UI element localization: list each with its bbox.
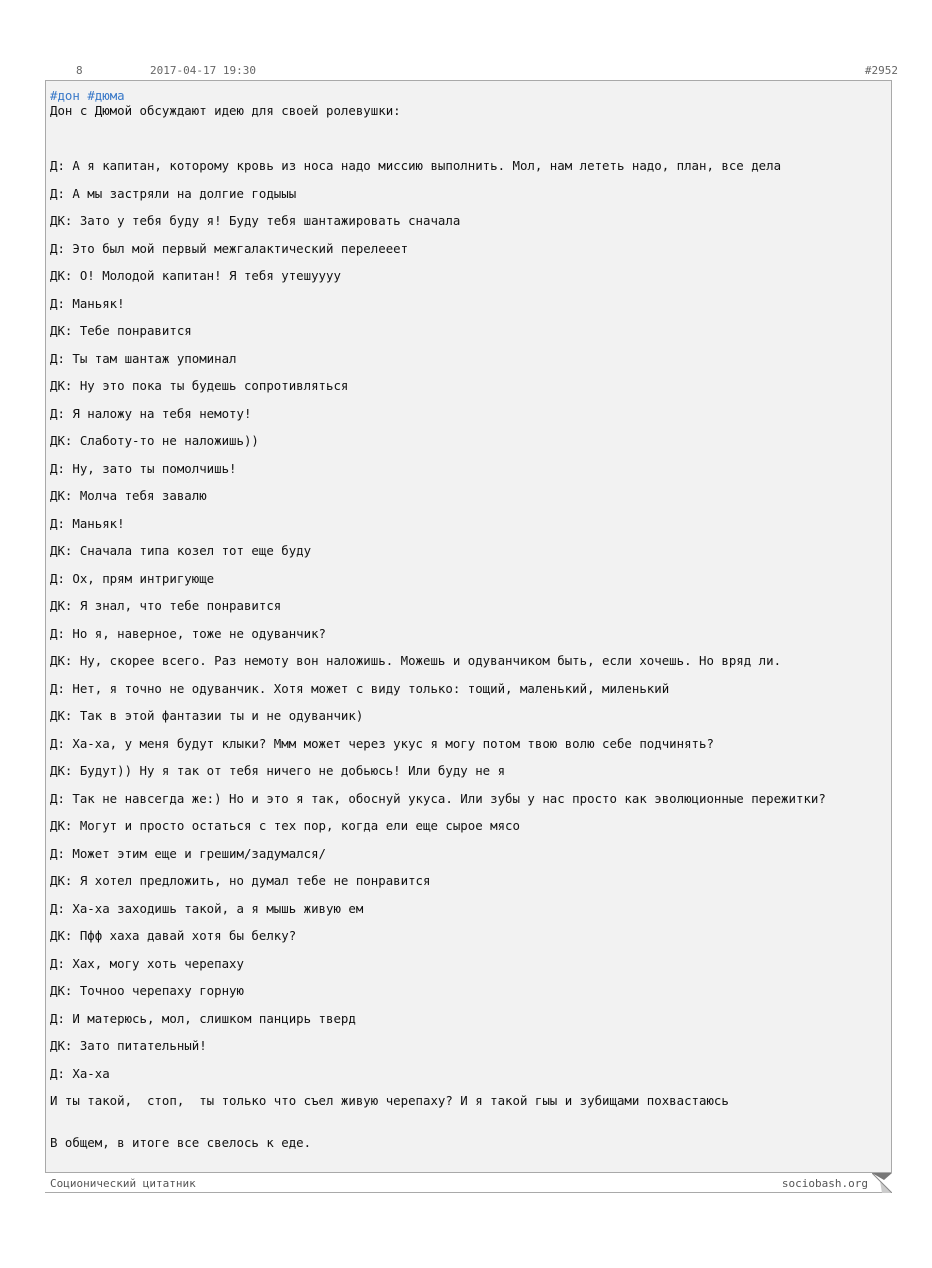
tag-link[interactable]: #дюма bbox=[87, 88, 125, 103]
dialogue-line: Д: Ты там шантаж упоминал bbox=[50, 350, 237, 366]
quote-rating: 8 bbox=[76, 64, 83, 77]
dialogue-line: ДК: О! Молодой капитан! Я тебя утешуууу bbox=[50, 268, 341, 283]
quote-outro: В общем, в итоге все свелось к еде. bbox=[50, 1134, 312, 1150]
blank-line bbox=[50, 118, 887, 159]
dialogue-line: ДК: Зато питательный! bbox=[50, 1038, 207, 1053]
dialogue-line: Д: Ха-ха заходишь такой, а я мышь живую ем bbox=[50, 900, 364, 916]
dialogue-line: ДК: Могут и просто остаться с тех пор, когда ели еще сырое мясо bbox=[50, 818, 520, 833]
quote-intro: Дон с Дюмой обсуждают идею для своей ролевушки: bbox=[50, 103, 401, 118]
dialogue-line: Д: Ну, зато ты помолчишь! bbox=[50, 460, 237, 476]
dialogue-line: Д: А я капитан, которому кровь из носа надо миссию выполнить. Мол, нам лететь надо, план, все дела bbox=[50, 158, 782, 173]
blank-line bbox=[50, 1122, 887, 1136]
dialogue-line: Д: Ха-ха, у меня будут клыки? Ммм может через укус я могу потом твою волю себе подчинять? bbox=[50, 735, 714, 751]
dialogue-line: ДК: Ну, скорее всего. Раз немоту вон наложишь. Можешь и одуванчиком быть, если хочешь. Но вряд ли. bbox=[50, 653, 782, 668]
dialogue-line: Д: Так не навсегда же:) Но и это я так, обоснуй укуса. Или зубы у нас просто как эволюционные пережитки? bbox=[50, 790, 826, 806]
site-url: sociobash.org bbox=[781, 1177, 868, 1190]
quote-tags bbox=[50, 89, 887, 104]
dialogue-line: Д: Я наложу на тебя немоту! bbox=[50, 405, 252, 421]
dialogue-line: Д: Хах, могу хоть черепаху bbox=[50, 955, 244, 971]
dialogue-line: ДК: Будут)) Ну я так от тебя ничего не добьюсь! Или буду не я bbox=[50, 763, 506, 778]
dialogue-line: Д: Маньяк! bbox=[50, 515, 125, 531]
dialogue-line: ДК: Пфф хаха давай хотя бы белку? bbox=[50, 928, 297, 943]
dialogue-line: И ты такой, стоп, ты только что съел живую черепаху? И я такой гыы и зубищами похвастаюсь bbox=[50, 1093, 729, 1108]
dialogue-line: ДК: Так в этой фантазии ты и не одуванчик) bbox=[50, 708, 364, 723]
dialogue-line: ДК: Ну это пока ты будешь сопротивляться bbox=[50, 378, 349, 393]
dialogue-line: Д: А мы застряли на долгие годыыы bbox=[50, 185, 297, 201]
dialogue-line: ДК: Я хотел предложить, но думал тебе не понравится bbox=[50, 873, 431, 888]
dialogue-line: ДК: Слаботу-то не наложишь)) bbox=[50, 433, 259, 448]
quote-date: 2017-04-17 19:30 bbox=[150, 64, 256, 77]
tag-link[interactable]: #дон bbox=[50, 88, 80, 103]
dialogue-line: ДК: Точноо черепаху горную bbox=[50, 983, 244, 998]
dialogue-line: ДК: Молча тебя завалю bbox=[50, 488, 207, 503]
dialogue-line: Д: Ох, прям интригующе bbox=[50, 570, 215, 586]
site-name: Соционический цитатник bbox=[50, 1177, 196, 1190]
dialogue-line: ДК: Тебе понравится bbox=[50, 323, 192, 338]
dialogue-line: Д: Но я, наверное, тоже не одуванчик? bbox=[50, 625, 327, 641]
dialogue-line: ДК: Сначала типа козел тот еще буду bbox=[50, 543, 312, 558]
dialogue-list bbox=[50, 159, 887, 1122]
dialogue-line: ДК: Зато у тебя буду я! Буду тебя шантажировать сначала bbox=[50, 213, 461, 228]
dialogue-line: Д: И матерюсь, мол, слишком панцирь тверд bbox=[50, 1010, 356, 1026]
dialogue-line: ДК: Я знал, что тебе понравится bbox=[50, 598, 282, 613]
quote-number-link[interactable]: #2952 bbox=[864, 64, 898, 77]
dialogue-line: Д: Ха-ха bbox=[50, 1065, 110, 1081]
quote-body bbox=[45, 80, 892, 1173]
dialogue-line: Д: Нет, я точно не одуванчик. Хотя может с виду только: тощий, маленький, миленький bbox=[50, 680, 670, 696]
dialogue-line: Д: Может этим еще и грешим/задумался/ bbox=[50, 845, 327, 861]
dialogue-line: Д: Маньяк! bbox=[50, 295, 125, 311]
quote-footer bbox=[45, 1173, 892, 1193]
page-curl-icon bbox=[872, 1173, 892, 1193]
dialogue-line: Д: Это был мой первый межгалактический перелееет bbox=[50, 240, 409, 256]
quote-meta bbox=[46, 64, 898, 80]
